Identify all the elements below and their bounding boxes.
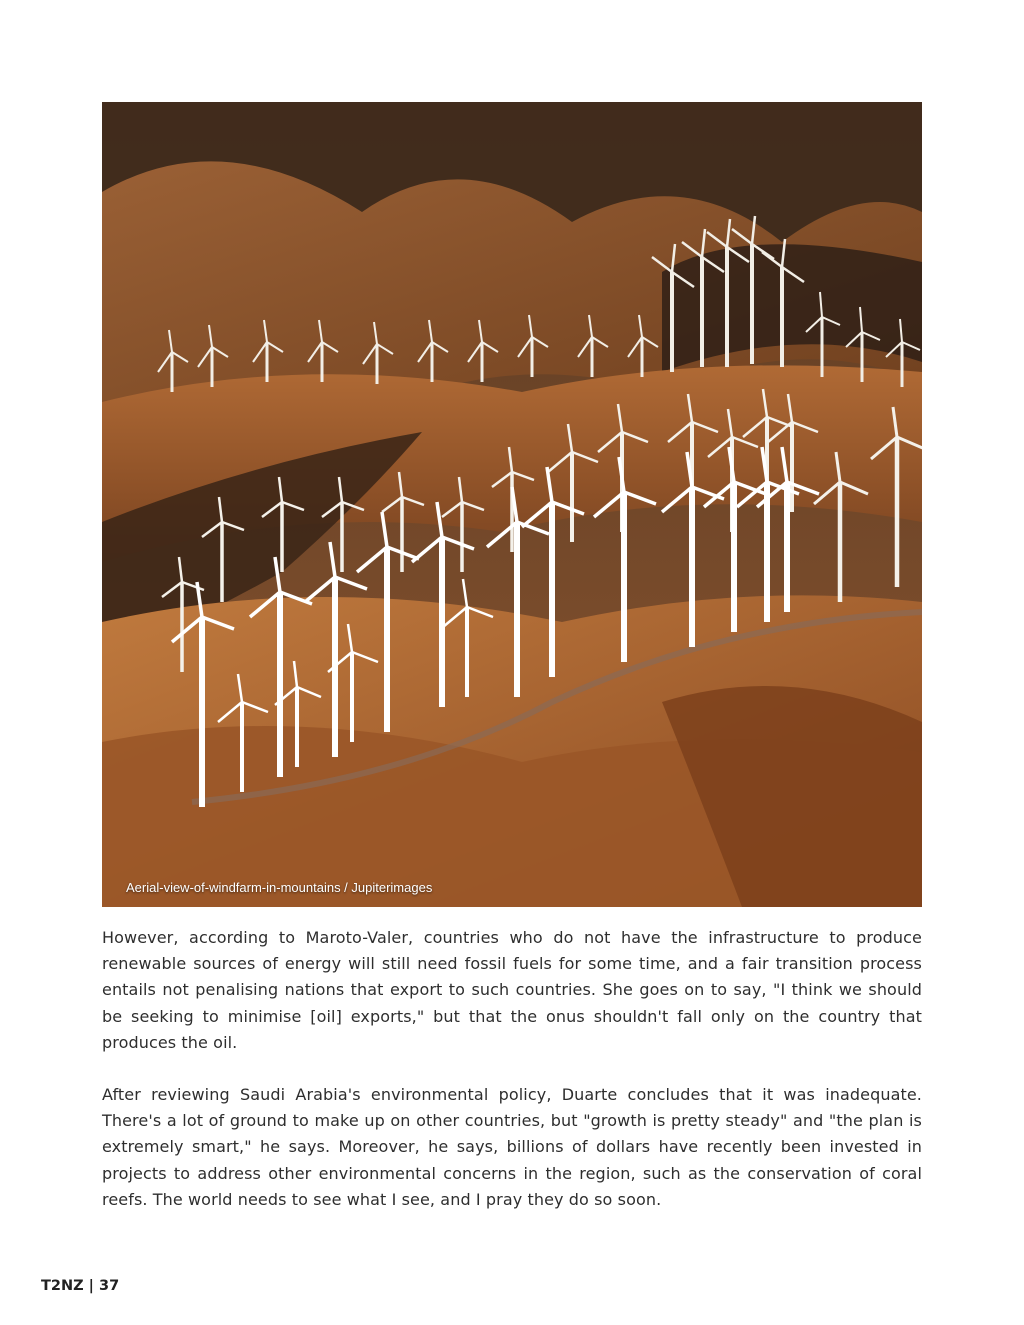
windfarm-photo xyxy=(102,102,922,907)
article-paragraph: However, according to Maroto-Valer, countries who do not have the infrastructure to produce renewable sources of energy will still need fossil fuels for some time, and a fair transition process entails not penalising nations that export to such countries. She goes on to say, "I think we should be seeking to minimise [oil] exports," but that the onus shouldn't fall only on the country that produces the oil. xyxy=(102,928,922,1052)
page-footer: T2NZ | 37 xyxy=(41,1278,120,1294)
article-body xyxy=(102,925,922,1239)
article-paragraph: After reviewing Saudi Arabia's environmental policy, Duarte concludes that it was inadequate. There's a lot of ground to make up on other countries, but "growth is pretty steady" and "the plan is extremely smart," he says. Moreover, he says, billions of dollars have recently been invested in projects to address other environmental concerns in the region, such as the conservation of coral reefs. The world needs to see what I see, and I pray they do so soon. xyxy=(102,1085,922,1209)
windfarm-illustration xyxy=(102,102,922,907)
photo-caption: Aerial-view-of-windfarm-in-mountains / Jupiterimages xyxy=(126,880,433,895)
